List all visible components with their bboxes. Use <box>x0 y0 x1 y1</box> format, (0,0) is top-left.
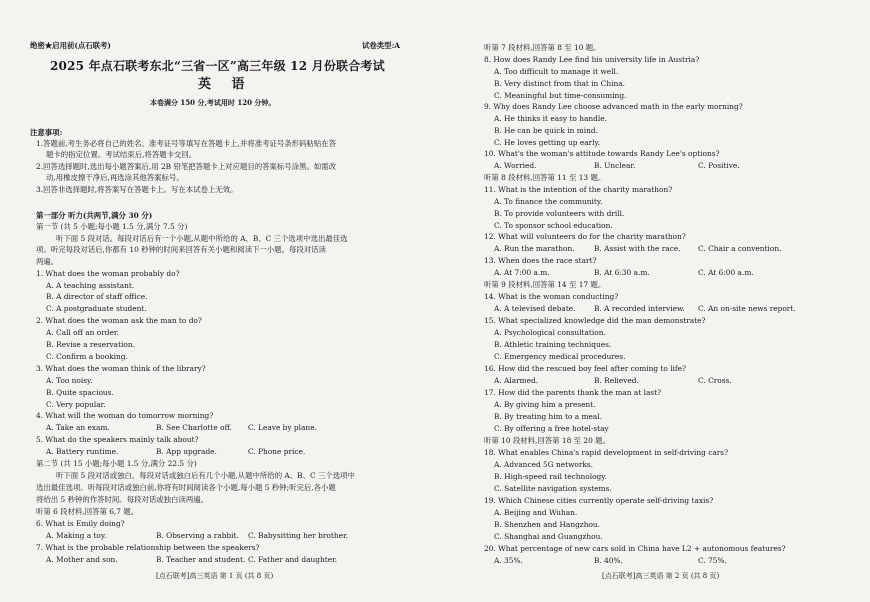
option: A. 35%. <box>494 556 523 565</box>
question-1: 1. What does the woman probably do? <box>36 269 180 278</box>
audio-9-heading: 听第 9 段材料,回答第 14 至 17 题。 <box>484 280 606 289</box>
option: C. Shanghai and Guangzhou. <box>494 532 603 541</box>
notice-line: 题卡的指定位置。考试结束后,将答题卡交回。 <box>46 150 197 159</box>
question-4: 4. What will the woman do tomorrow morning? <box>36 411 214 420</box>
score-note: 本卷满分 150 分,考试用时 120 分钟。 <box>150 98 276 107</box>
option: C. At 6:00 a.m. <box>698 268 754 277</box>
question-9: 9. Why does Randy Lee choose advanced math in the early morning? <box>484 102 743 111</box>
audio-10-heading: 听第 10 段材料,回答第 18 至 20 题。 <box>484 436 610 445</box>
option: B. Quite spacious. <box>46 388 114 397</box>
option: C. An on-site news report. <box>698 304 796 313</box>
notice-line: 3.回答非选择题时,将答案写在答题卡上。写在本试卷上无效。 <box>36 185 238 194</box>
option: A. Beijing and Wuhan. <box>494 508 578 517</box>
question-17: 17. How did the parents thank the man at last? <box>484 388 662 397</box>
option: B. Assist with the race. <box>594 244 681 253</box>
notice-line: 1.答题前,考生务必将自己的姓名、准考证号等填写在答题卡上,并将准考证号条形码粘贴在答 <box>36 139 336 148</box>
question-6: 6. What is Emily doing? <box>36 519 125 528</box>
option: A. By giving him a present. <box>494 400 596 409</box>
instruction-line: 听下面 5 段对话或独白。每段对话或独白后有几个小题,从题中所给的 A、B、C 三个选项中 <box>56 471 355 480</box>
option: B. Observing a rabbit. <box>156 531 239 540</box>
audio-8-heading: 听第 8 段材料,回答第 11 至 13 题。 <box>484 173 606 182</box>
option: C. Cross. <box>698 376 732 385</box>
option: A. He thinks it easy to handle. <box>494 114 607 123</box>
option: B. Athletic training techniques. <box>494 340 612 349</box>
option: B. At 6:30 a.m. <box>594 268 650 277</box>
option: C. Satellite navigation systems. <box>494 484 612 493</box>
page-2 <box>484 0 854 602</box>
question-14: 14. What is the woman conducting? <box>484 292 619 301</box>
option: B. Unclear. <box>594 161 636 170</box>
instruction-line: 两遍。 <box>36 257 59 266</box>
option: A. Too difficult to manage it well. <box>494 67 619 76</box>
question-15: 15. What specialized knowledge did the man demonstrate? <box>484 316 706 325</box>
option: B. A director of staff office. <box>46 292 148 301</box>
option: A. Battery runtime. <box>46 447 119 456</box>
option: B. By treating him to a meal. <box>494 412 603 421</box>
secret-label: 绝密★启用前(点石联考) <box>30 41 111 50</box>
option: C. Babysitting her brother. <box>248 531 349 540</box>
option: A. Making a toy. <box>46 531 107 540</box>
option: A. Mother and son. <box>46 555 118 564</box>
option: C. 75%. <box>698 556 727 565</box>
question-13: 13. When does the race start? <box>484 256 597 265</box>
question-2: 2. What does the woman ask the man to do? <box>36 316 202 325</box>
page-1 <box>22 0 422 602</box>
question-18: 18. What enables China's rapid development in self-driving cars? <box>484 448 729 457</box>
question-16: 16. How did the rescued boy feel after coming to life? <box>484 364 686 373</box>
question-7: 7. What is the probable relationship between the speakers? <box>36 543 260 552</box>
option: C. To sponsor school education. <box>494 221 613 230</box>
option: B. Revise a reservation. <box>46 340 135 349</box>
notice-title: 注意事项: <box>30 128 63 137</box>
audio-7-heading: 听第 7 段材料,回答第 8 至 10 题。 <box>484 43 601 52</box>
question-3: 3. What does the woman think of the library? <box>36 364 206 373</box>
page-footer: [点石联考]高三英语 第 2 页 (共 8 页) <box>602 572 720 580</box>
subject-title: 英 语 <box>198 77 253 92</box>
instruction-line: 听下面 5 段对话。每段对话后有一个小题,从题中所给的 A、B、C 三个选项中选出最佳选 <box>56 234 348 243</box>
instruction-line: 项。听完每段对话后,你都有 10 秒钟的时间来回答有关小题和阅读下一小题。每段对话读 <box>36 245 326 254</box>
option: C. Chair a convention. <box>698 244 782 253</box>
instruction-line: 选出最佳选项。听每段对话或独白前,你将有时间阅读各个小题,每小题 5 秒钟;听完后,各小题 <box>36 483 336 492</box>
option: B. Relieved. <box>594 376 639 385</box>
instruction-line: 将给出 5 秒钟的作答时间。每段对话或独白读两遍。 <box>36 495 208 504</box>
audio-6-heading: 听第 6 段材料,回答第 6,7 题。 <box>36 507 139 516</box>
option: A. Too noisy. <box>46 376 93 385</box>
page-footer: [点石联考]高三英语 第 1 页 (共 8 页) <box>156 572 274 580</box>
option: B. App upgrade. <box>156 447 217 456</box>
option: C. Phone price. <box>248 447 306 456</box>
option: A. Call off an order. <box>46 328 119 337</box>
exam-title: 2025 年点石联考东北“三省一区”高三年级 12 月份联合考试 <box>50 59 385 73</box>
question-12: 12. What will volunteers do for the charity marathon? <box>484 232 686 241</box>
part-1-heading: 第一部分 听力(共两节,满分 30 分) <box>36 211 153 220</box>
notice-line: 动,用橡皮擦干净后,再选涂其他答案标号。 <box>46 173 184 182</box>
option: A. Worried. <box>494 161 537 170</box>
option: A. A televised debate. <box>494 304 576 313</box>
option: C. Very popular. <box>46 400 106 409</box>
option: B. High-speed rail technology. <box>494 472 607 481</box>
option: B. 40%. <box>594 556 623 565</box>
question-10: 10. What's the woman's attitude towards Randy Lee's options? <box>484 149 720 158</box>
notice-line: 2.回答选择题时,选出每小题答案后,用 2B 铅笔把答题卡上对应题目的答案标号涂黑。如需改 <box>36 162 337 171</box>
paper-type: 试卷类型:A <box>362 41 401 50</box>
option: B. See Charlotte off. <box>156 423 232 432</box>
option: B. Very distinct from that in China. <box>494 79 625 88</box>
option: A. Psychological consultation. <box>494 328 606 337</box>
section-1-heading: 第一节 (共 5 小题;每小题 1.5 分,满分 7.5 分) <box>36 222 188 231</box>
option: B. Shenzhen and Hangzhou. <box>494 520 601 529</box>
option: C. Leave by plane. <box>248 423 317 432</box>
option: C. Positive. <box>698 161 740 170</box>
option: C. Father and daughter. <box>248 555 338 564</box>
question-11: 11. What is the intention of the charity marathon? <box>484 185 673 194</box>
question-19: 19. Which Chinese cities currently operate self-driving taxis? <box>484 496 714 505</box>
option: A. Run the marathon. <box>494 244 575 253</box>
option: A. To finance the community. <box>494 197 603 206</box>
option: B. To provide volunteers with drill. <box>494 209 625 218</box>
option: C. He loves getting up early. <box>494 138 601 147</box>
option: A. Take an exam. <box>46 423 110 432</box>
option: A. At 7:00 a.m. <box>494 268 550 277</box>
option: B. Teacher and student. <box>156 555 246 564</box>
option: C. A postgraduate student. <box>46 304 147 313</box>
option: C. Emergency medical procedures. <box>494 352 626 361</box>
option: C. By offering a free hotel-stay <box>494 424 609 433</box>
question-20: 20. What percentage of new cars sold in China have L2 + autonomous features? <box>484 544 786 553</box>
question-5: 5. What do the speakers mainly talk about? <box>36 435 199 444</box>
option: C. Confirm a booking. <box>46 352 128 361</box>
option: B. He can be quick in mind. <box>494 126 598 135</box>
option: A. Alarmed. <box>494 376 539 385</box>
question-8: 8. How does Randy Lee find his university life in Austria? <box>484 55 700 64</box>
option: C. Meaningful but time-consuming. <box>494 91 627 100</box>
option: A. A teaching assistant. <box>46 281 135 290</box>
option: B. A recorded interview. <box>594 304 685 313</box>
section-2-heading: 第二节 (共 15 小题;每小题 1.5 分,满分 22.5 分) <box>36 459 197 468</box>
option: A. Advanced 5G networks. <box>494 460 594 469</box>
